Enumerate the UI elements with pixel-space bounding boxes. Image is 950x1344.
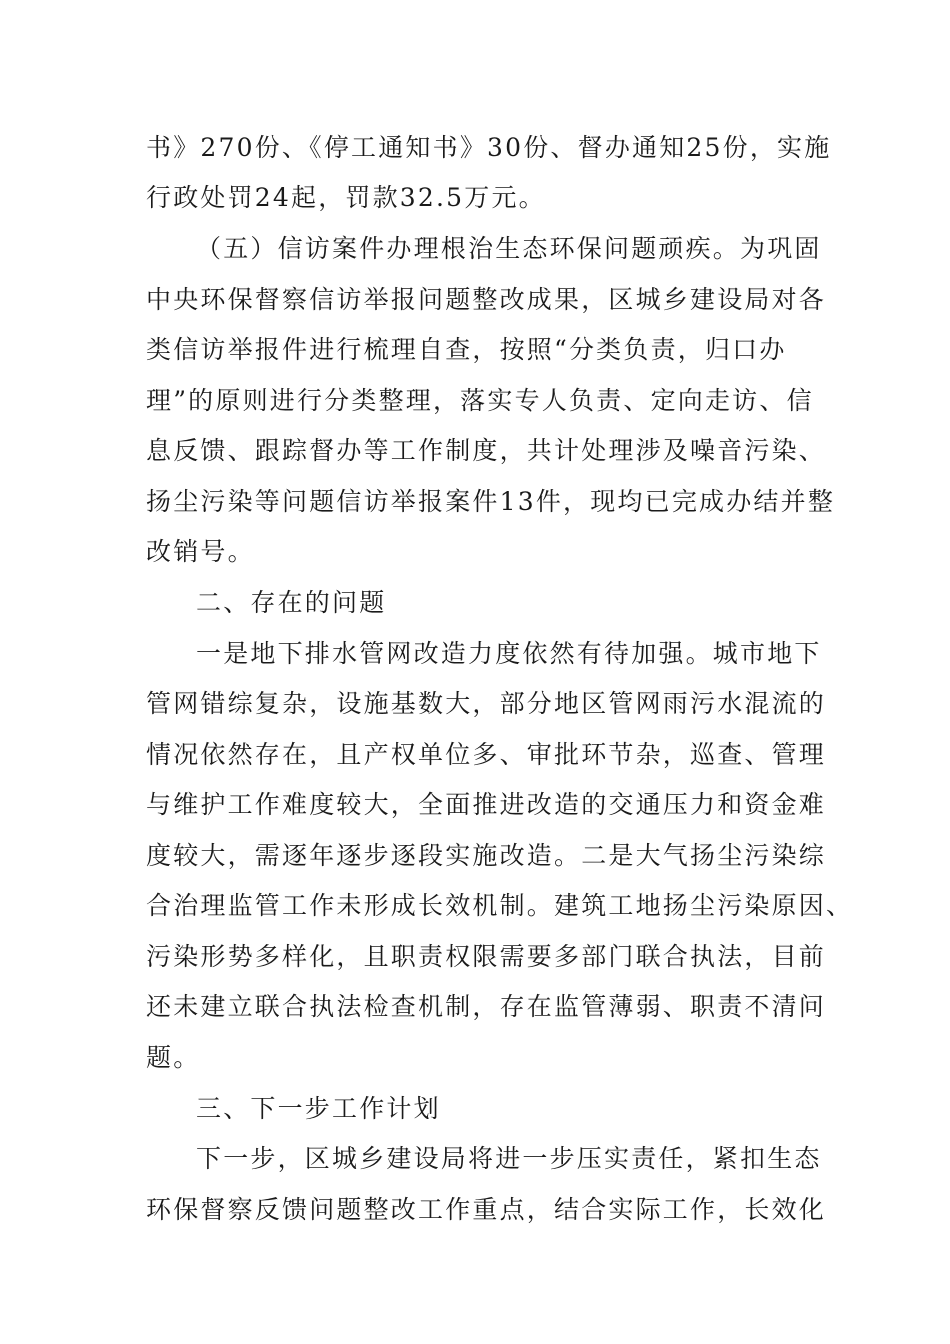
section-heading-problems: 二、存在的问题 xyxy=(196,588,387,617)
text-line: 理”的原则进行分类整理，落实专人负责、定向走访、信 xyxy=(146,386,814,415)
text-line: 一是地下排水管网改造力度依然有待加强。城市地下 xyxy=(196,639,822,668)
text-line: 类信访举报件进行梳理自查，按照“分类负责，归口办 xyxy=(146,335,787,364)
text-line: 与维护工作难度较大，全面推进改造的交通压力和资金难 xyxy=(146,790,827,819)
text-line: 污染形势多样化，且职责权限需要多部门联合执法，目前 xyxy=(146,942,827,971)
text-line: 息反馈、跟踪督办等工作制度，共计处理涉及噪音污染、 xyxy=(146,436,827,465)
text-line: 行政处罚24起，罚款32.5万元。 xyxy=(146,183,546,212)
text-line: 扬尘污染等问题信访举报案件13件，现均已完成办结并整 xyxy=(146,487,836,516)
text-line: 改销号。 xyxy=(146,537,255,566)
section-heading-next-steps: 三、下一步工作计划 xyxy=(196,1094,441,1123)
text-line: 合治理监管工作未形成长效机制。建筑工地扬尘污染原因、 xyxy=(146,891,854,920)
text-line: 中央环保督察信访举报问题整改成果，区城乡建设局对各 xyxy=(146,285,827,314)
text-line: 度较大，需逐年逐步逐段实施改造。二是大气扬尘污染综 xyxy=(146,841,827,870)
text-line: 下一步，区城乡建设局将进一步压实责任，紧扣生态 xyxy=(196,1144,822,1173)
text-line: 情况依然存在，且产权单位多、审批环节杂，巡查、管理 xyxy=(146,740,827,769)
text-line: 书》270份、《停工通知书》30份、督办通知25份，实施 xyxy=(146,133,832,162)
text-line: 还未建立联合执法检查机制，存在监管薄弱、职责不清问 xyxy=(146,992,827,1021)
text-line: 环保督察反馈问题整改工作重点，结合实际工作，长效化 xyxy=(146,1195,827,1224)
text-line: 题。 xyxy=(146,1043,201,1072)
section-heading-five: （五）信访案件办理根治生态环保问题顽疾。为巩固 xyxy=(196,234,822,263)
text-line: 管网错综复杂，设施基数大，部分地区管网雨污水混流的 xyxy=(146,689,827,718)
